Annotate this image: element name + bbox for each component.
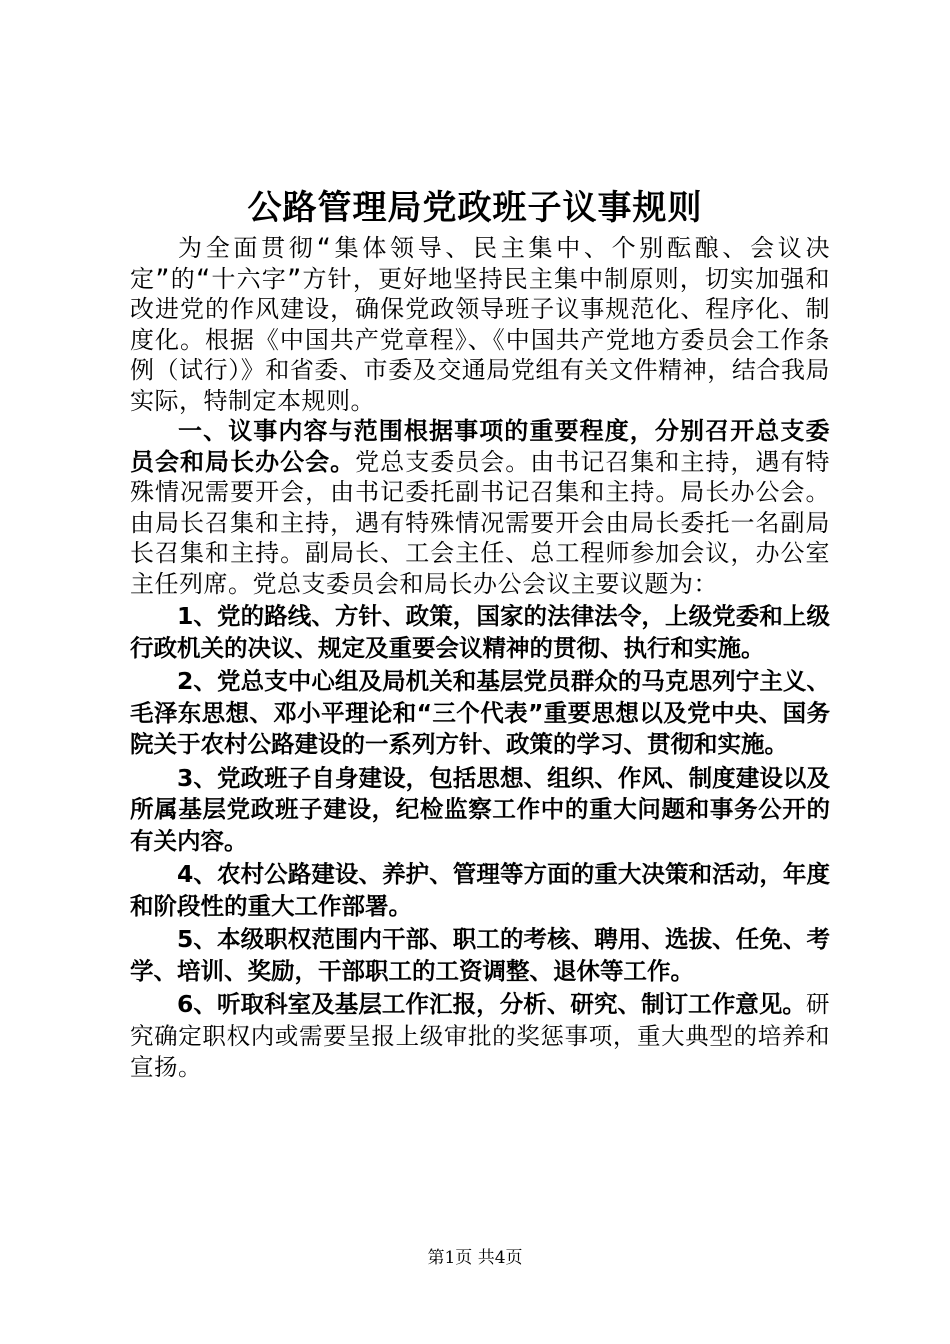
section-1-heading: 一、议事内容与范围根据事项的重要程度，分别召开总支委员会和局长办公会。 [130,417,830,476]
document-body [130,233,830,1084]
intro-paragraph: 为全面贯彻“集体领导、民主集中、个别酝酿、会议决定”的“十六字”方针，更好地坚持民主集中制原则，切实加强和改进党的作风建设，确保党政领导班子议事规范化、程序化、制度化。根据《中国共产党章程》、《中国共产党地方委员会工作条例（试行）》和省委、市委及交通局党组有关文件精神，结合我局实际，特制定本规则。 [130,234,830,415]
list-item: 4、农村公路建设、养护、管理等方面的重大决策和活动，年度和阶段性的重大工作部署。 [130,860,830,920]
list-item-6-text: 研究确定职权内或需要呈报上级审批的奖惩事项，重大典型的培养和宣扬。 [130,990,830,1081]
list-item: 1、党的路线、方针、政策，国家的法律法令，上级党委和上级行政机关的决议、规定及重要会议精神的贯彻、执行和实施。 [130,602,830,662]
list-item: 3、党政班子自身建设，包括思想、组织、作风、制度建设以及所属基层党政班子建设，纪检监察工作中的重大问题和事务公开的有关内容。 [130,763,830,855]
list-item-6 [130,989,830,1084]
list-item: 5、本级职权范围内干部、职工的考核、聘用、选拔、任免、考学、培训、奖励，干部职工的工资调整、退休等工作。 [130,925,830,985]
list-item-6-lead: 6、听取科室及基层工作汇报，分析、研究、制订工作意见。 [177,990,806,1018]
section-1-text: 党总支委员会。由书记召集和主持，遇有特殊情况需要开会，由书记委托副书记召集和主持。局长办公会。由局长召集和主持，遇有特殊情况需要开会由局长委托一名副局长召集和主持。副局长、工会主任、总工程师参加会议，办公室主任列席。党总支委员会和局长办公会议主要议题为： [130,447,831,598]
section-1-paragraph [130,416,830,599]
list-item: 2、党总支中心组及局机关和基层党员群众的马克思列宁主义、毛泽东思想、邓小平理论和“三个代表”重要思想以及党中央、国务院关于农村公路建设的一系列方针、政策的学习、贯彻和实施。 [130,667,830,758]
document-title: 公路管理局党政班子议事规则 [247,188,703,228]
page-number-footer: 第1页 共4页 [427,1248,523,1268]
